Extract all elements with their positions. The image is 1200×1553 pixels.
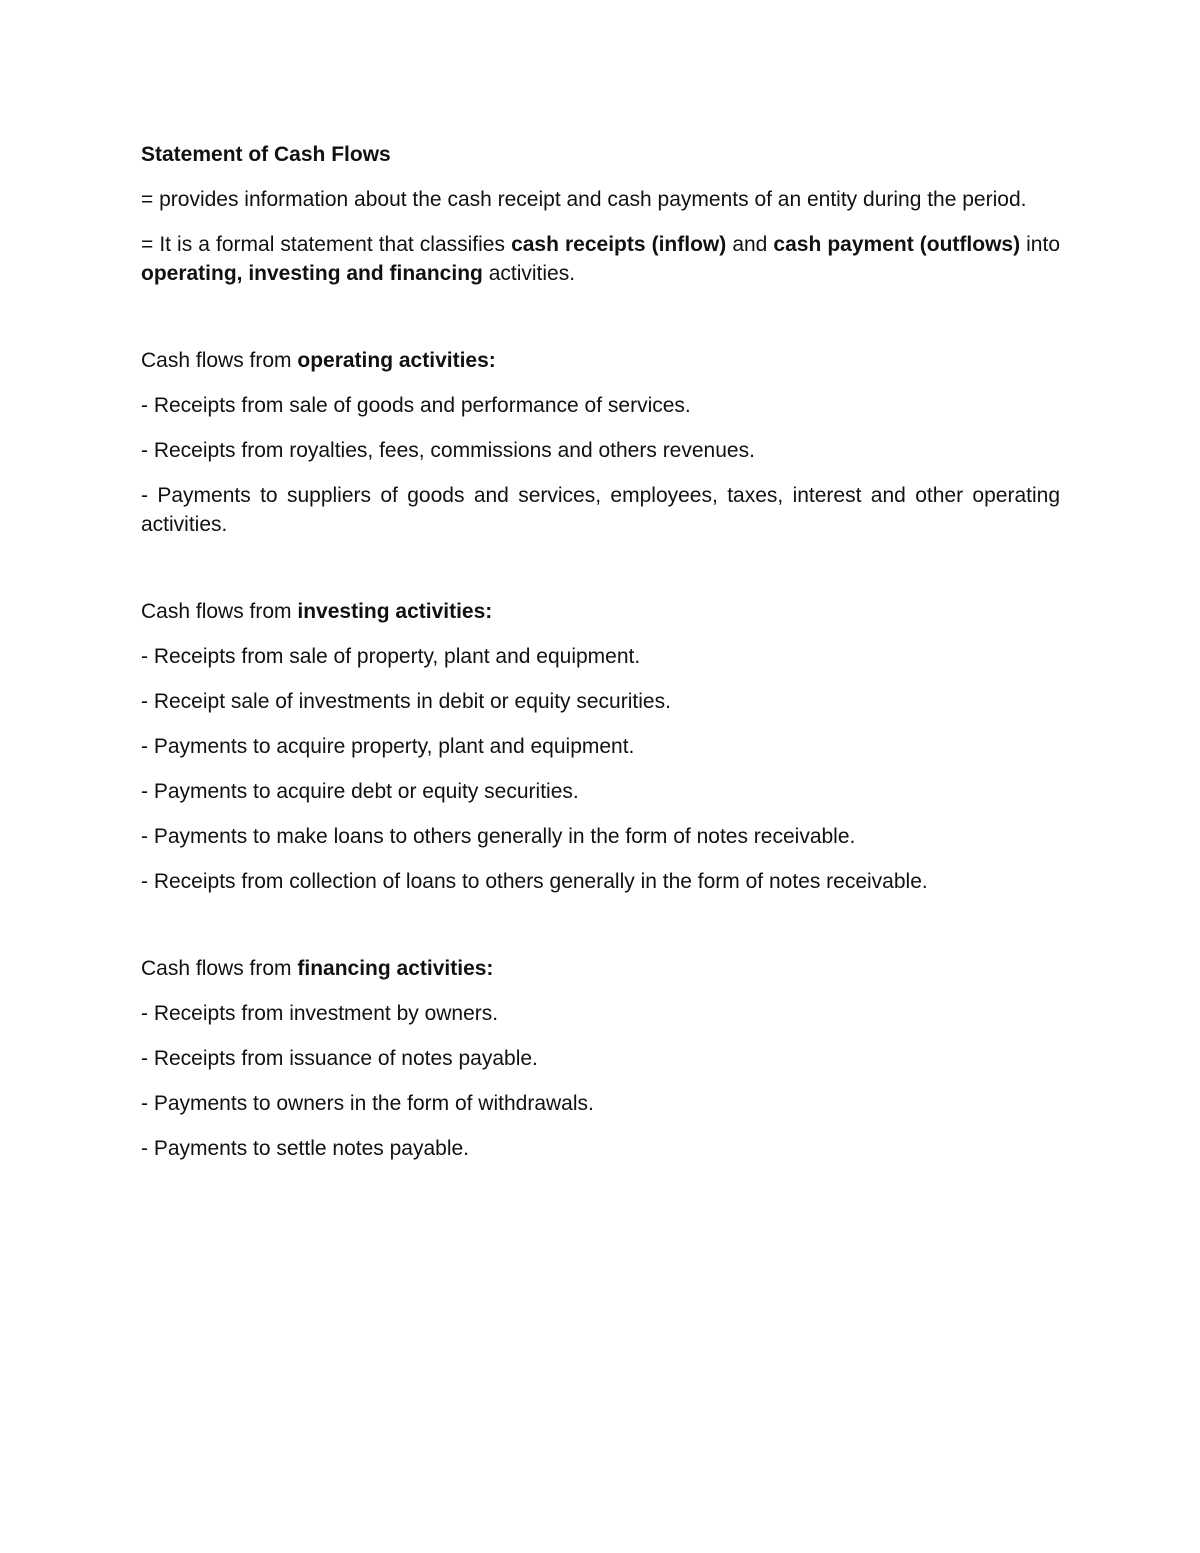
list-item: - Receipts from investment by owners. — [141, 1002, 499, 1025]
definition-text: and — [726, 233, 774, 256]
section-investing — [141, 597, 1060, 896]
list-item: - Payments to acquire property, plant and equipment. — [141, 735, 635, 758]
definition-text: = It is a formal statement that classifies — [141, 233, 512, 256]
list-item: - Receipts from sale of goods and performance of services. — [141, 394, 691, 417]
definition-provides: = provides information about the cash receipt and cash payments of an entity during the period. — [141, 188, 1027, 211]
section-heading-prefix: Cash flows from — [141, 349, 298, 372]
document-page — [141, 140, 1060, 1179]
section-heading — [141, 597, 1060, 626]
definition-bold-text: cash payment (outflows) — [773, 233, 1021, 256]
definition-text: into — [1020, 233, 1060, 256]
section-heading-bold: operating activities: — [297, 349, 496, 372]
list-item: - Receipts from sale of property, plant and equipment. — [141, 645, 641, 668]
section-heading-bold: financing activities: — [297, 957, 494, 980]
list-item: - Receipts from collection of loans to others generally in the form of notes receivable. — [141, 870, 928, 893]
section-financing — [141, 954, 1060, 1163]
list-item: - Receipts from royalties, fees, commissions and others revenues. — [141, 439, 755, 462]
list-item: - Payments to owners in the form of withdrawals. — [141, 1092, 594, 1115]
section-operating — [141, 346, 1060, 539]
definition-formal-statement — [141, 230, 1060, 288]
definition-bold-text: cash receipts (inflow) — [511, 233, 727, 256]
definition-text: activities. — [482, 262, 576, 285]
list-item: - Receipts from issuance of notes payable. — [141, 1047, 538, 1070]
list-item: - Payments to acquire debt or equity securities. — [141, 780, 579, 803]
section-heading — [141, 954, 1060, 983]
document-title: Statement of Cash Flows — [141, 143, 391, 166]
section-heading-prefix: Cash flows from — [141, 600, 298, 623]
list-item: - Payments to suppliers of goods and services, employees, taxes, interest and other operating activities. — [141, 484, 1060, 536]
list-item: - Receipt sale of investments in debit or equity securities. — [141, 690, 671, 713]
list-item: - Payments to settle notes payable. — [141, 1137, 470, 1160]
definition-bold-text: operating, investing and financing — [141, 262, 483, 285]
section-heading-bold: investing activities: — [297, 600, 493, 623]
list-item: - Payments to make loans to others generally in the form of notes receivable. — [141, 825, 856, 848]
section-heading-prefix: Cash flows from — [141, 957, 298, 980]
section-heading — [141, 346, 1060, 375]
